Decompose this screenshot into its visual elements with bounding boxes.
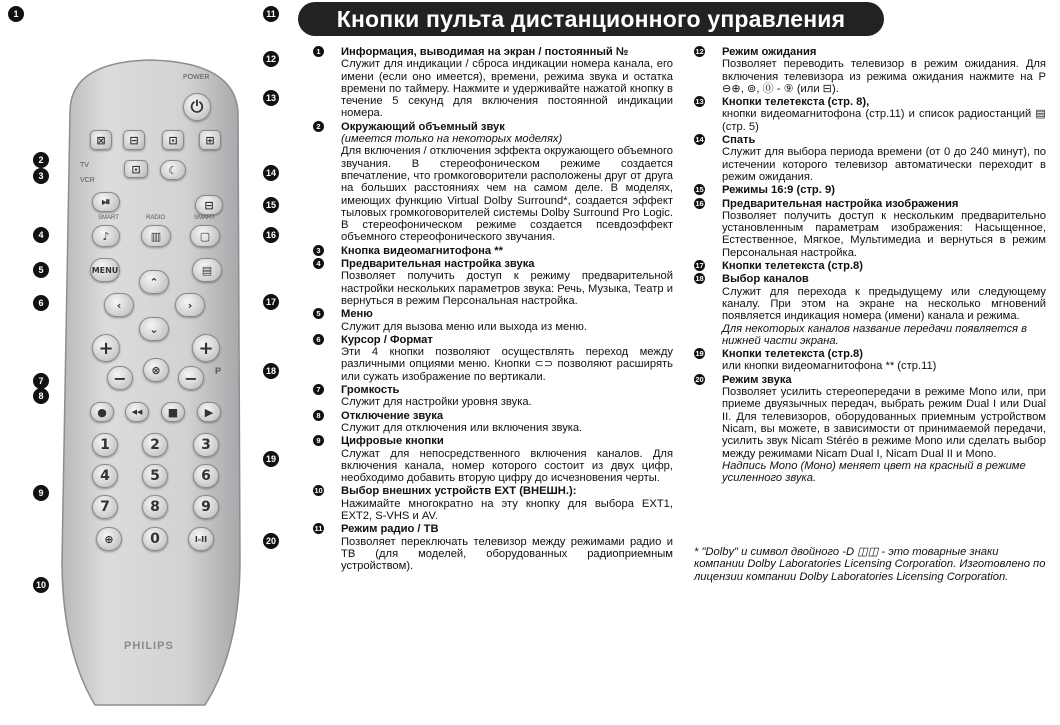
callout-14: 14 — [263, 165, 279, 181]
list-item — [313, 485, 673, 522]
item-number-badge: 1 — [313, 46, 324, 57]
play-button[interactable]: ▶ — [197, 402, 221, 422]
item-heading: Предварительная настройка изображения — [722, 197, 959, 210]
page-title-bar — [298, 2, 884, 36]
callout-2: 2 — [33, 152, 49, 168]
item-number-badge: 2 — [313, 121, 324, 132]
picture-preset-button[interactable]: ▢ — [190, 225, 220, 247]
item-description: Служат для непосредственного включения каналов. Для включения канала, номер которого состоит из двух цифр, необходимо добавить вторую цифру до исчезновения черты. — [341, 447, 673, 485]
digit-8-button[interactable]: 8 — [142, 495, 168, 519]
callout-10: 10 — [33, 577, 49, 593]
list-item — [313, 46, 673, 120]
digit-4-button[interactable]: 4 — [92, 464, 118, 488]
callout-9: 9 — [33, 485, 49, 501]
digit-9-button[interactable]: 9 — [193, 495, 219, 519]
item-number-badge: 7 — [313, 384, 324, 395]
item-number-badge: 18 — [695, 274, 704, 284]
item-description: Позволяет переключать телевизор между режимами радио и ТВ (для моделей, оборудованных радиоприемным устройством). — [341, 535, 673, 573]
callout-13: 13 — [263, 90, 279, 106]
item-number-badge: 13 — [695, 97, 704, 107]
list-item — [313, 258, 673, 307]
callout-8: 8 — [33, 388, 49, 404]
remote-brand-logo: PHILIPS — [124, 640, 174, 652]
item-number-badge: 10 — [314, 486, 323, 496]
callout-20: 20 — [263, 533, 279, 549]
callout-1: 1 — [8, 6, 24, 22]
item-description: Позволяет получить доступ к режиму предварительной настройки нескольких параметров звука: Речь, Музыка, Театр и вернуться в режим Персональная настройка. — [341, 270, 673, 307]
item-heading: Режимы 16:9 (стр. 9) — [722, 184, 835, 197]
item-number-badge: 19 — [695, 349, 704, 359]
list-item — [694, 184, 1046, 196]
list-item — [313, 121, 673, 244]
item-description: Служит для вызова меню или выхода из меню. — [341, 320, 587, 333]
item-heading: Отключение звука — [341, 409, 444, 422]
teletext-button-1[interactable]: ⊟ — [123, 130, 145, 150]
item-number-badge: 11 — [314, 524, 323, 534]
list-item — [694, 134, 1046, 183]
item-heading: Кнопки телетекста (стр.8) — [722, 348, 863, 361]
item-number-badge: 15 — [695, 185, 704, 195]
callout-15: 15 — [263, 197, 279, 213]
item-description: Эти 4 кнопки позволяют осуществлять переход между различными опциями меню. Кнопки ⊂⊃ позволяют расширять или сужать изображение по вертикали. — [341, 346, 673, 383]
cursor-right-button[interactable]: › — [175, 293, 205, 317]
list-item — [694, 96, 1046, 133]
cursor-down-button[interactable]: ⌄ — [139, 317, 169, 341]
item-number-badge: 3 — [313, 245, 324, 256]
item-heading: Кнопки телетекста (стр.8) — [722, 260, 863, 273]
list-item — [313, 410, 673, 435]
callout-6: 6 — [33, 295, 49, 311]
items-right-column — [694, 46, 1046, 485]
digit-6-button[interactable]: 6 — [193, 464, 219, 488]
item-heading: Меню — [341, 308, 373, 321]
radio-tv-button[interactable]: ▥ — [141, 225, 171, 247]
page-title: Кнопки пульта дистанционного управления — [336, 5, 846, 32]
remote-label-power: POWER — [183, 74, 210, 81]
item-description: или кнопки видеомагнитофона ** (стр.11) — [722, 360, 937, 373]
item-heading: Окружающий объемный звук — [341, 120, 505, 133]
items-left-column — [313, 46, 673, 573]
cursor-left-button[interactable]: ‹ — [104, 293, 134, 317]
item-number-badge: 5 — [313, 308, 324, 319]
callout-12: 12 — [263, 51, 279, 67]
footnote: * "Dolby" и символ двойного -D ◫◫ - это товарные знаки компании Dolby Laboratories Licensing Corporation. Изготовлено по лицензии компании Dolby Laboratories Licensing Corporation. — [694, 546, 1046, 583]
mute-tv-button[interactable]: ⊠ — [90, 130, 112, 150]
list-item — [694, 374, 1046, 485]
list-item — [313, 308, 673, 333]
stop-button[interactable]: ■ — [161, 402, 185, 422]
item-number-badge: 17 — [695, 261, 704, 271]
remote-label-vcr: VCR — [80, 177, 95, 184]
item-heading: Предварительная настройка звука — [341, 258, 535, 271]
item-heading: Информация, выводимая на экран / постоянный № — [341, 46, 629, 58]
callout-4: 4 — [33, 227, 49, 243]
cursor-up-button[interactable]: ⌃ — [139, 270, 169, 294]
format-169-button[interactable]: ⊟ — [195, 195, 223, 215]
program-down-button[interactable]: − — [178, 366, 204, 390]
list-item — [694, 198, 1046, 259]
item-heading: Спать — [722, 134, 756, 147]
digit-3-button[interactable]: 3 — [193, 433, 219, 457]
digit-7-button[interactable]: 7 — [92, 495, 118, 519]
item-description: Служит для отключения или включения звука. — [341, 421, 583, 434]
item-heading: Режим радио / ТВ — [341, 523, 439, 536]
item-description: кнопки видеомагнитофона (стр.11) и список радиостанций ▤ (стр. 5) — [722, 108, 1046, 133]
item-note: Надпись Mono (Моно) меняет цвет на красный в режиме усиленного звука. — [722, 459, 1026, 485]
item-description: Позволяет усилить стереопередачи в режиме Mono или, при приеме двуязычных передач, выбрать режим Dual I или Dual II. Для телевизоров, оборудованных приемным устройством Nicam, вы можете, в зависимости от принимаемой передачи, усилить звук Nicam Stéréo в режиме Mono или сделать выбор между режимами Nicam Dual I, Nicam Dual II и Mono. — [722, 386, 1046, 460]
remote-label-smart2: SMART — [194, 215, 215, 221]
list-item — [313, 334, 673, 383]
item-description: Служит для настройки уровня звука. — [341, 396, 532, 409]
teletext-button-2[interactable]: ⊡ — [162, 130, 184, 150]
digit-2-button[interactable]: 2 — [142, 433, 168, 457]
item-number-badge: 8 — [313, 410, 324, 421]
teletext-list-button[interactable]: ▤ — [192, 258, 222, 282]
menu-button[interactable]: MENU — [90, 258, 120, 282]
digit-5-button[interactable]: 5 — [142, 464, 168, 488]
item-description: Служит для перехода к предыдущему или следующему каналу. При этом на экране на несколько мгновений появляется индикация номера (имени) канала и режима. — [722, 285, 1046, 323]
item-heading: Кнопка видеомагнитофона ** — [341, 244, 503, 257]
item-description: Нажимайте многократно на эту кнопку для выбора EXT1, EXT2, S-VHS и AV. — [341, 497, 673, 522]
callout-18: 18 — [263, 363, 279, 379]
callout-17: 17 — [263, 294, 279, 310]
item-number-badge: 16 — [695, 198, 704, 208]
remote-body — [62, 60, 240, 705]
record-button[interactable]: ● — [90, 402, 114, 422]
item-heading: Кнопки телетекста (стр. 8), — [722, 96, 870, 109]
item-number-badge: 6 — [313, 334, 324, 345]
volume-down-button[interactable]: − — [107, 366, 133, 390]
item-heading: Цифровые кнопки — [341, 435, 444, 448]
mute-button[interactable]: ⊗ — [143, 358, 169, 382]
sound-mode-button[interactable]: I-II — [188, 527, 214, 551]
list-item — [313, 245, 673, 257]
ext-button[interactable]: ⊕ — [96, 527, 122, 551]
callout-7: 7 — [33, 373, 49, 389]
sleep-button[interactable]: ☾ — [160, 160, 186, 180]
program-up-button[interactable]: + — [192, 334, 220, 362]
item-heading: Режим звука — [722, 373, 792, 386]
osd-button[interactable]: ⊡ — [124, 160, 148, 178]
list-item — [694, 348, 1046, 373]
vcr-button[interactable]: ⏯ — [92, 192, 120, 212]
item-description: Служит для индикации / сброса индикации номера канала, его имени (если оно имеется), времени, режима звука и остатка времени по таймеру. Нажмите и удерживайте нажатой кнопку в течение 5 секунд для включения постоянной индикации номера. — [341, 58, 673, 120]
item-heading: Курсор / Формат — [341, 333, 433, 346]
list-item — [694, 273, 1046, 347]
item-number-badge: 12 — [695, 47, 704, 56]
item-description: Для включения / отключения эффекта окружающего объемного звучания. В стереофоническом режиме создается впечатление, что громкоговорители расположены друг от друга на больших расстояниях чем на самом деле. В моделях, имеющих функцию Virtual Dolby Surround*, создается эффект тыловых громкоговорителей системы Dolby Surround Pro Logic. В стереофоническом режиме создается псевдоэффект объемного стереофонического звучания. — [341, 145, 674, 244]
remote-label-smart1: SMART — [98, 215, 119, 221]
digit-0-button[interactable]: 0 — [142, 527, 168, 551]
remote-label-tv: TV — [80, 162, 89, 169]
item-heading: Режим ожидания — [722, 46, 817, 58]
item-number-badge: 20 — [695, 374, 704, 384]
rewind-button[interactable]: ◀◀ — [125, 402, 149, 422]
callout-11: 11 — [263, 6, 279, 22]
volume-up-button[interactable]: + — [92, 334, 120, 362]
callout-3: 3 — [33, 168, 49, 184]
callout-19: 19 — [263, 451, 279, 467]
item-note: Для некоторых каналов название передачи появляется в нижней части экрана. — [722, 322, 1027, 347]
digit-1-button[interactable]: 1 — [92, 433, 118, 457]
item-description: Служит для выбора периода времени (от 0 до 240 минут), по истечении которого телевизор автоматически переходит в режим ожидания. — [722, 146, 1046, 183]
item-description: Позволяет переводить телевизор в режим ожидания. Для включения телевизора из режима ожидания нажмите на P ⊖⊕, ⊚, ⓪ - ⑨ (или ⊟). — [722, 58, 1046, 95]
sound-preset-button[interactable]: ♪ — [92, 225, 120, 247]
list-item — [313, 435, 673, 484]
list-item — [694, 260, 1046, 272]
remote-label-radio: RADIO — [146, 215, 166, 221]
remote-label-p: P — [215, 366, 222, 376]
list-item — [694, 46, 1046, 95]
list-item — [313, 523, 673, 572]
teletext-button-3[interactable]: ⊞ — [199, 130, 221, 150]
item-number-badge: 4 — [313, 258, 324, 269]
callout-5: 5 — [33, 262, 49, 278]
item-number-badge: 9 — [313, 435, 324, 446]
item-heading: Выбор каналов — [722, 273, 809, 286]
item-heading: Громкость — [341, 384, 400, 397]
item-number-badge: 14 — [695, 135, 704, 145]
callout-16: 16 — [263, 227, 279, 243]
list-item — [313, 384, 673, 409]
item-heading-note: (имеется только на некоторых моделях) — [341, 133, 563, 146]
power-button[interactable]: ⏻ — [183, 93, 211, 121]
item-heading: Выбор внешних устройств EXT (ВНЕШН.): — [341, 485, 577, 498]
item-description: Позволяет получить доступ к нескольким предварительно установленным параметрам изображения: Насыщенное, Естественное, Мягкое, Мультимедиа и вернуться в режим Персональная настройка. — [722, 209, 1046, 259]
